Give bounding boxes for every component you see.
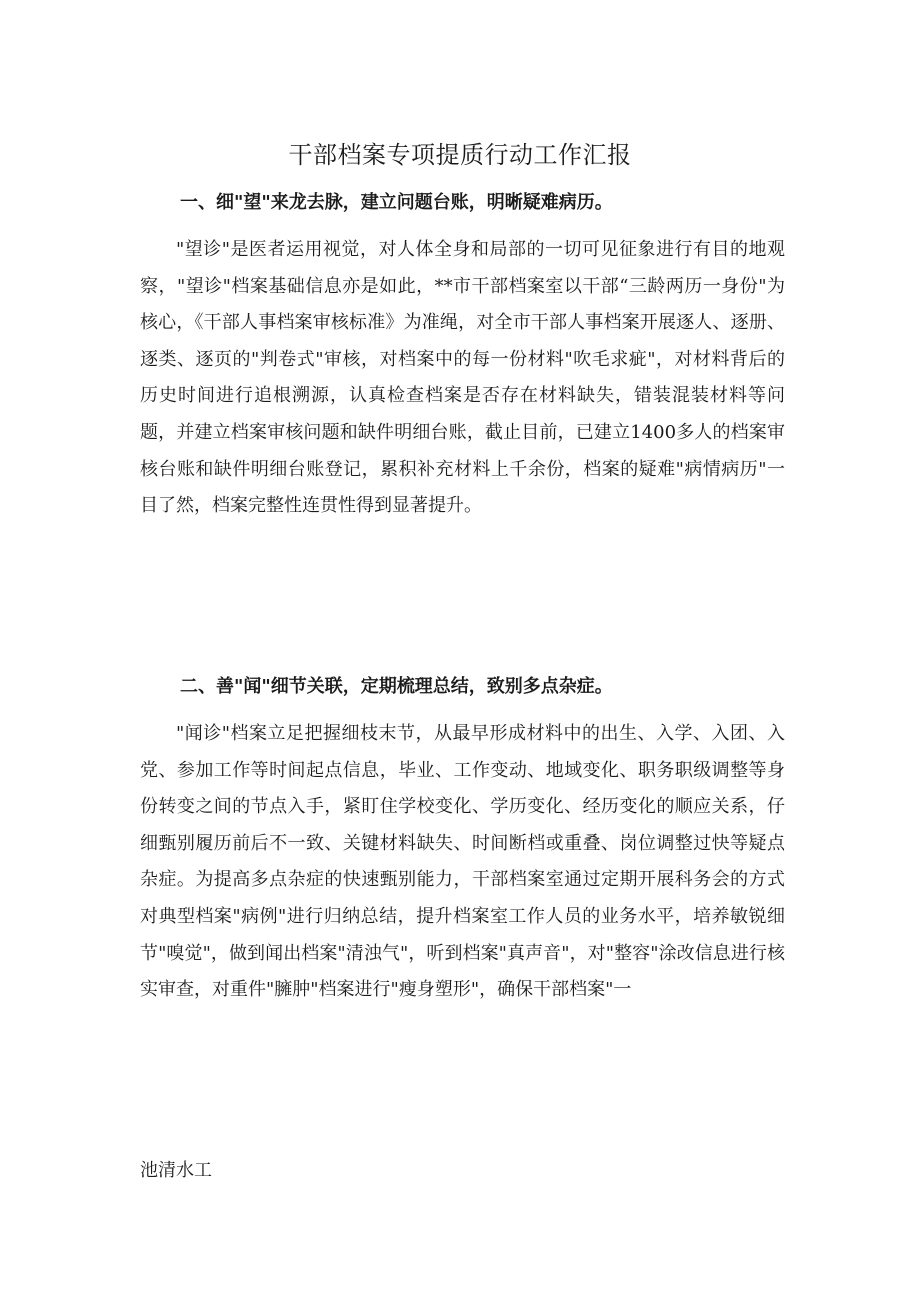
section-paragraph: "望诊"是医者运用视觉，对人体全身和局部的一切可见征象进行有目的地观察，"望诊"档案基础信息亦是如此，**市干部档案室以干部“三龄两历一身份"为核心，《干部人事档案审核标准》为准绳，对全市干部人事档案开展逐人、逐册、逐类、逐页的"判卷式"审核，对档案中的每一份材料"吹毛求疵"，对材料背后的历史时间进行追根溯源，认真检查档案是否存在材料缺失，错装混装材料等问题，并建立档案审核问题和缺件明细台账，截止目前，已建立1400多人的档案审核台账和缺件明细台账登记，累积补充材料上千余份，档案的疑难"病情病历"一目了然，档案完整性连贯性得到显著提升。 xyxy=(140,239,785,517)
trailing-text: 池清水工 xyxy=(140,1160,212,1181)
section-paragraph: "闻诊"档案立足把握细枝末节，从最早形成材料中的出生、入学、入团、入党、参加工作等时间起点信息，毕业、工作变动、地域变化、职务职级调整等身份转变之间的节点入手，紧盯住学校变化、学历变化、经历变化的顺应关系，仔细甄别履历前后不一致、关键材料缺失、时间断档或重叠、岗位调整过快等疑点杂症。为提高多点杂症的快速甄别能力，干部档案室通过定期开展科务会的方式对典型档案"病例"进行归纳总结，提升档案室工作人员的业务水平，培养敏锐细节"嗅觉"，做到闻出档案"清浊气"，听到档案"真声音"，对"整容"涂改信息进行核实审查，对重件"臃肿"档案进行"瘦身塑形"，确保干部档案"一 xyxy=(140,723,785,1001)
document-title: 干部档案专项提质行动工作汇报 xyxy=(288,141,632,169)
section-heading: 二、善"闻"细节关联，定期梳理总结，致别多点杂症。 xyxy=(180,676,613,697)
section-heading: 一、细"望"来龙去脉，建立问题台账，明晰疑难病历。 xyxy=(180,192,613,213)
